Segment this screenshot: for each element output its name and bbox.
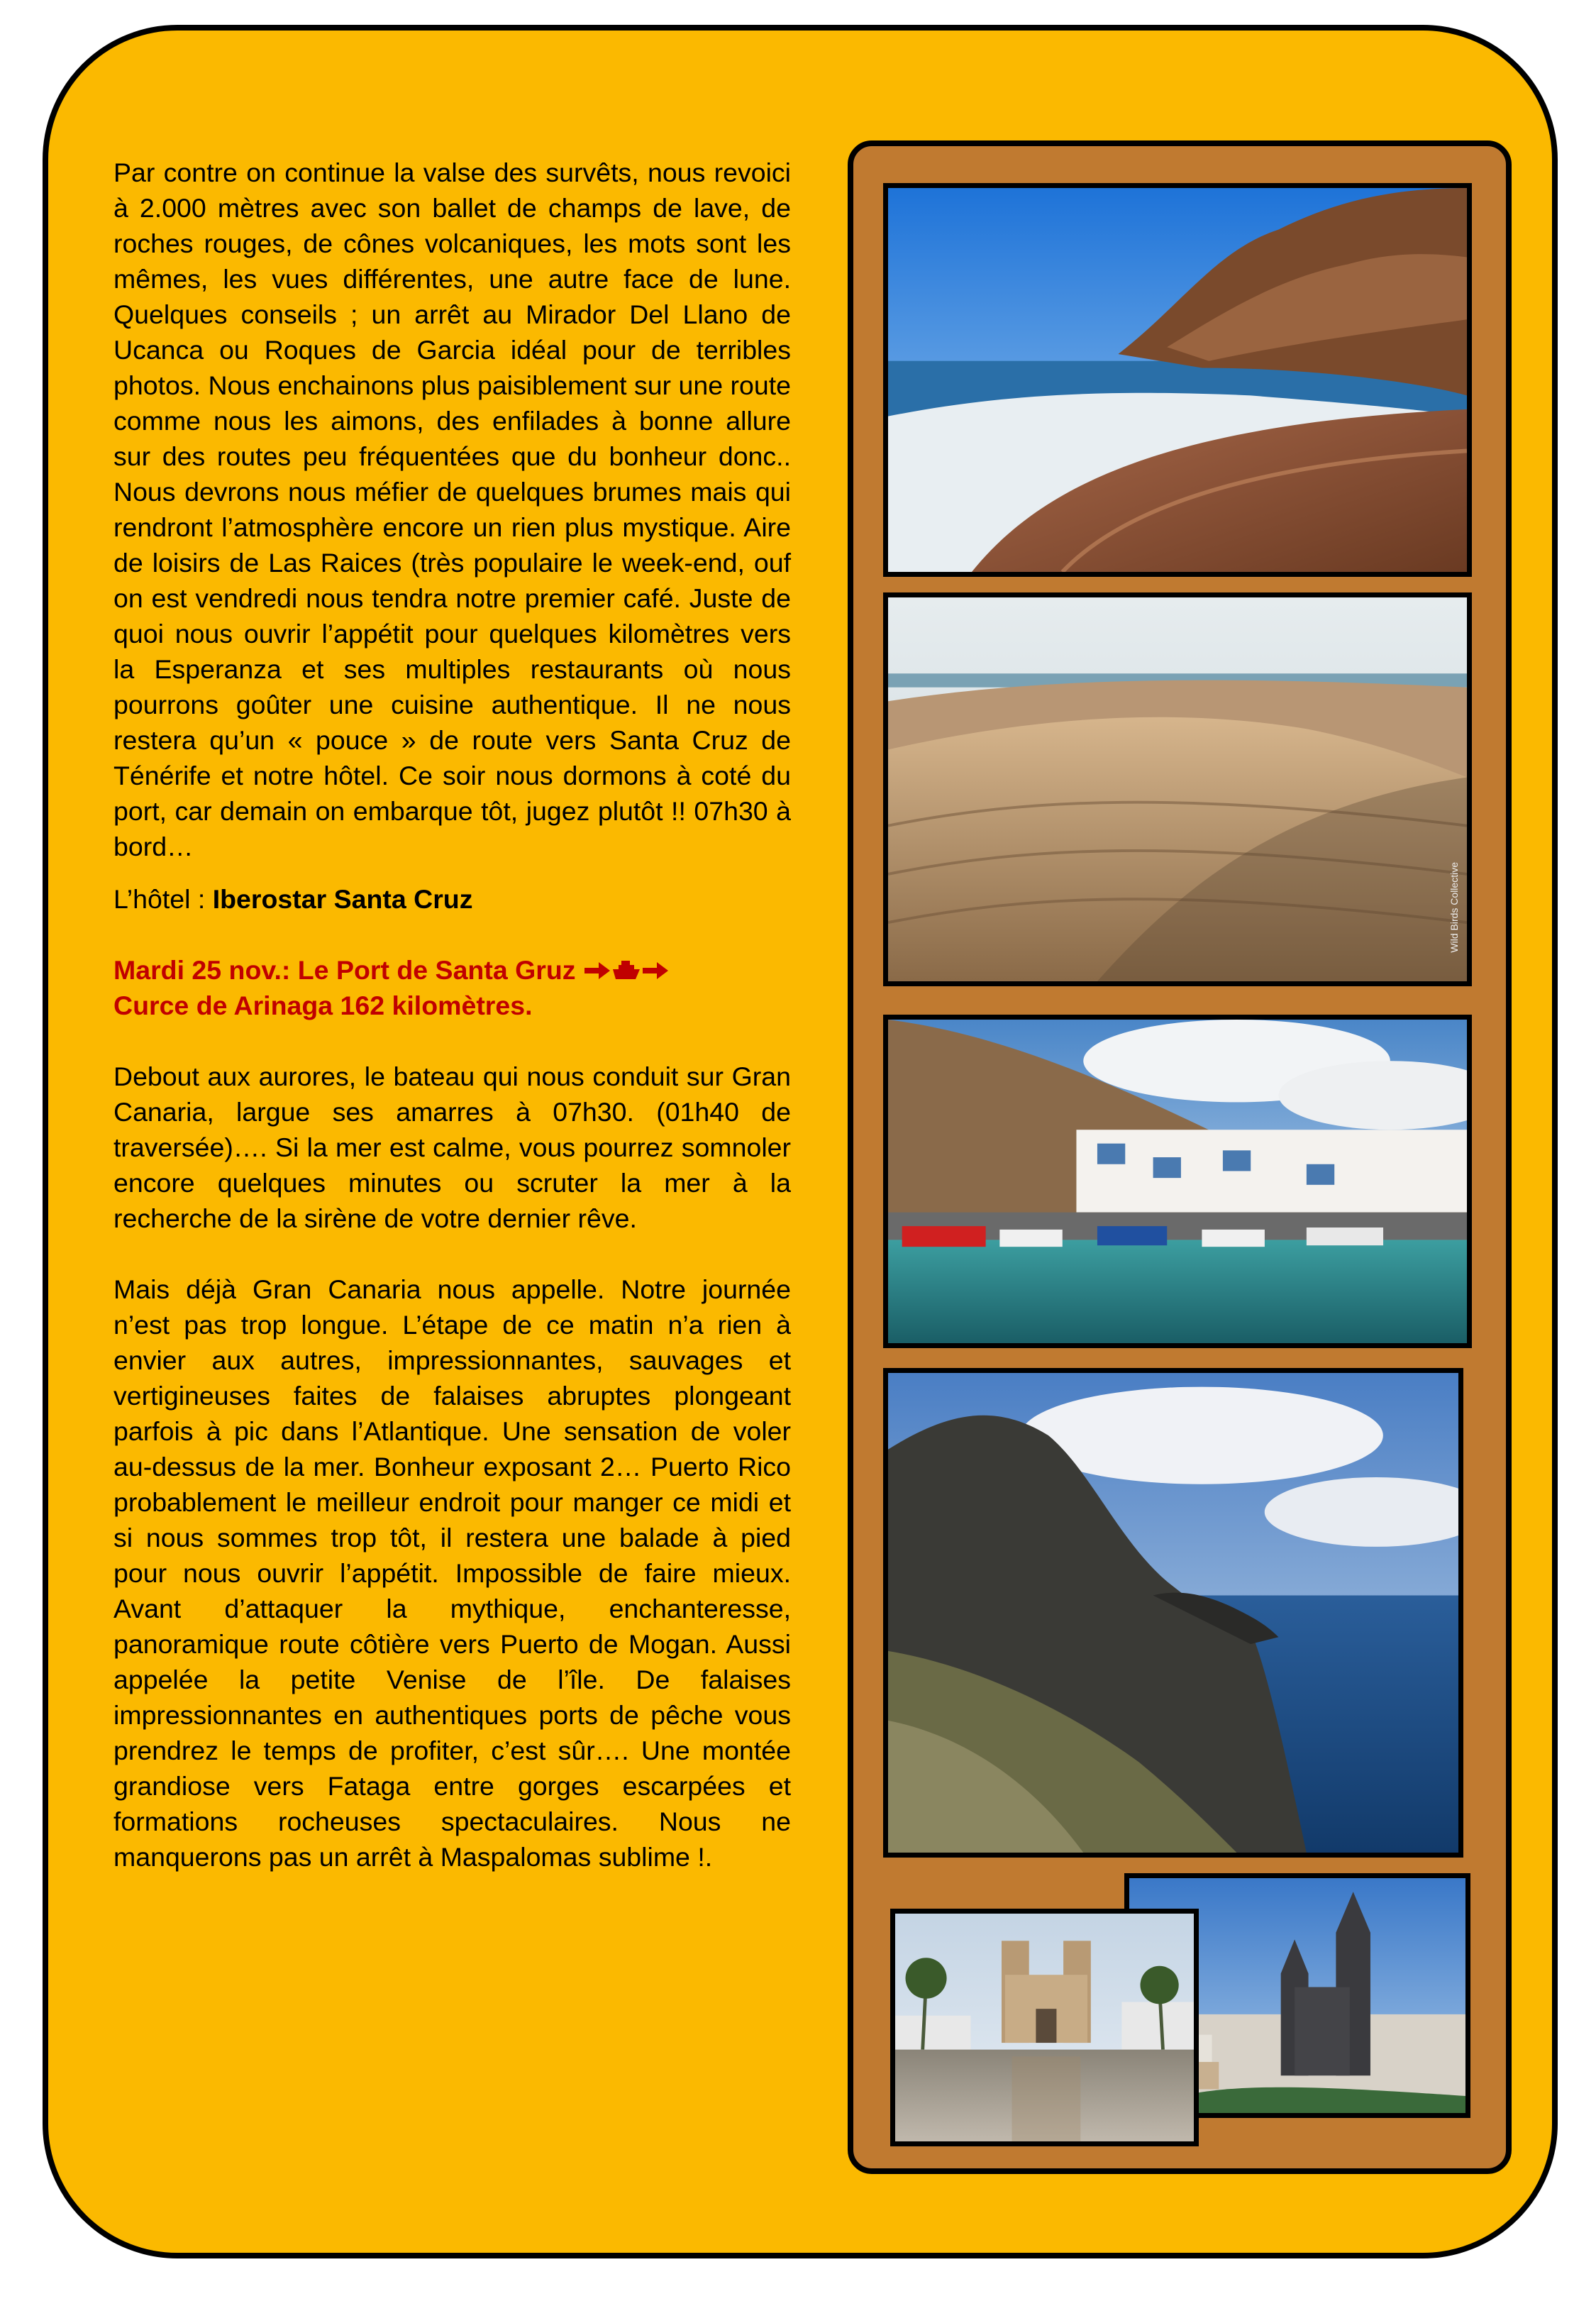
right-arrow-icon bbox=[583, 960, 611, 981]
hotel-line bbox=[113, 881, 791, 917]
right-arrow-icon-2 bbox=[641, 960, 670, 981]
sand-dunes-photo bbox=[883, 592, 1472, 986]
coastal-cliffs-photo bbox=[883, 1368, 1463, 1858]
day-title-part1: Mardi 25 nov.: Le Port de Santa Gruz bbox=[113, 955, 583, 985]
harbour-photo bbox=[883, 1015, 1472, 1348]
hotel-label: L’hôtel : bbox=[113, 884, 213, 914]
text-column bbox=[113, 155, 791, 1875]
hotel-name: Iberostar Santa Cruz bbox=[212, 884, 473, 914]
ferry-icon bbox=[611, 958, 641, 982]
paragraph-gran-canaria: Mais déjà Gran Canaria nous appelle. Notre journée n’est pas trop longue. L’étape de ce matin n’a rien à envier aux autres, impressionnantes, sauvages et vertigineuses faites de falaises abruptes plongeant parfois à pic dans l’Atlantique. Une sensation de voler au-dessus de la mer. Bonheur exposant 2… Puerto Rico probablement le meilleur endroit pour manger ce midi et si nous sommes trop tôt, il restera une balade à pied pour nous ouvrir l’appétit. Impossible de faire mieux. Avant d’attaquer la mythique, enchanteresse, panoramique route côtière vers Puerto de Mogan. Aussi appelée la petite Venise de l’île. De falaises impressionnantes en authentiques ports de pêche vous prendrez le temps de profiter, c’est sûr…. Une montée grandiose vers Fataga entre gorges escarpées et formations rocheuses spectaculaires. Nous ne manquerons pas un arrêt à Maspalomas sublime !. bbox=[113, 1274, 791, 1872]
day-title bbox=[113, 952, 791, 1023]
photo-credit: Wild Birds Collective bbox=[1448, 862, 1460, 953]
paragraph-teide-route: Par contre on continue la valse des survêts, nous revoici à 2.000 mètres avec son ballet de champs de lave, de roches rouges, de cônes volcaniques, les mots sont les mêmes, les vues différentes, une autre face de lune. Quelques conseils ; un arrêt au Mirador Del Llano de Ucanca ou Roques de Garcia idéal pour de terribles photos. Nous enchainons plus paisiblement sur une route comme nous les aimons, des enfilades à bonne allure sur des routes peu fréquentées que du bonheur donc.. Nous devrons nous méfier de quelques brumes mais qui rendront l’atmosphère encore un rien plus mystique. Aire de loisirs de Las Raices (très populaire le week-end, ouf on est vendredi nous tendra notre premier café. Juste de quoi nous ouvrir l’appétit pour quelques kilomètres vers la Esperanza et ses multiples restaurants où nous pourrons goûter une cuisine authentique. Il ne nous restera qu’un « pouce » de route vers Santa Cruz de Ténérife et notre hôtel. Ce soir nous dormons à coté du port, car demain on embarque tôt, jugez plutôt !! 07h30 à bord… bbox=[113, 158, 791, 861]
cathedral-plaza-photo bbox=[890, 1909, 1199, 2146]
day-title-part2: Curce de Arinaga 162 kilomètres. bbox=[113, 991, 533, 1020]
beach-cliff-photo bbox=[883, 183, 1472, 577]
paragraph-ferry: Debout aux aurores, le bateau qui nous conduit sur Gran Canaria, largue ses amarres à 07h30. (01h40 de traversée)…. Si la mer est calme, vous pourrez somnoler encore quelques minutes ou scruter la mer à la recherche de la sirène de votre dernier rêve. bbox=[113, 1061, 791, 1233]
